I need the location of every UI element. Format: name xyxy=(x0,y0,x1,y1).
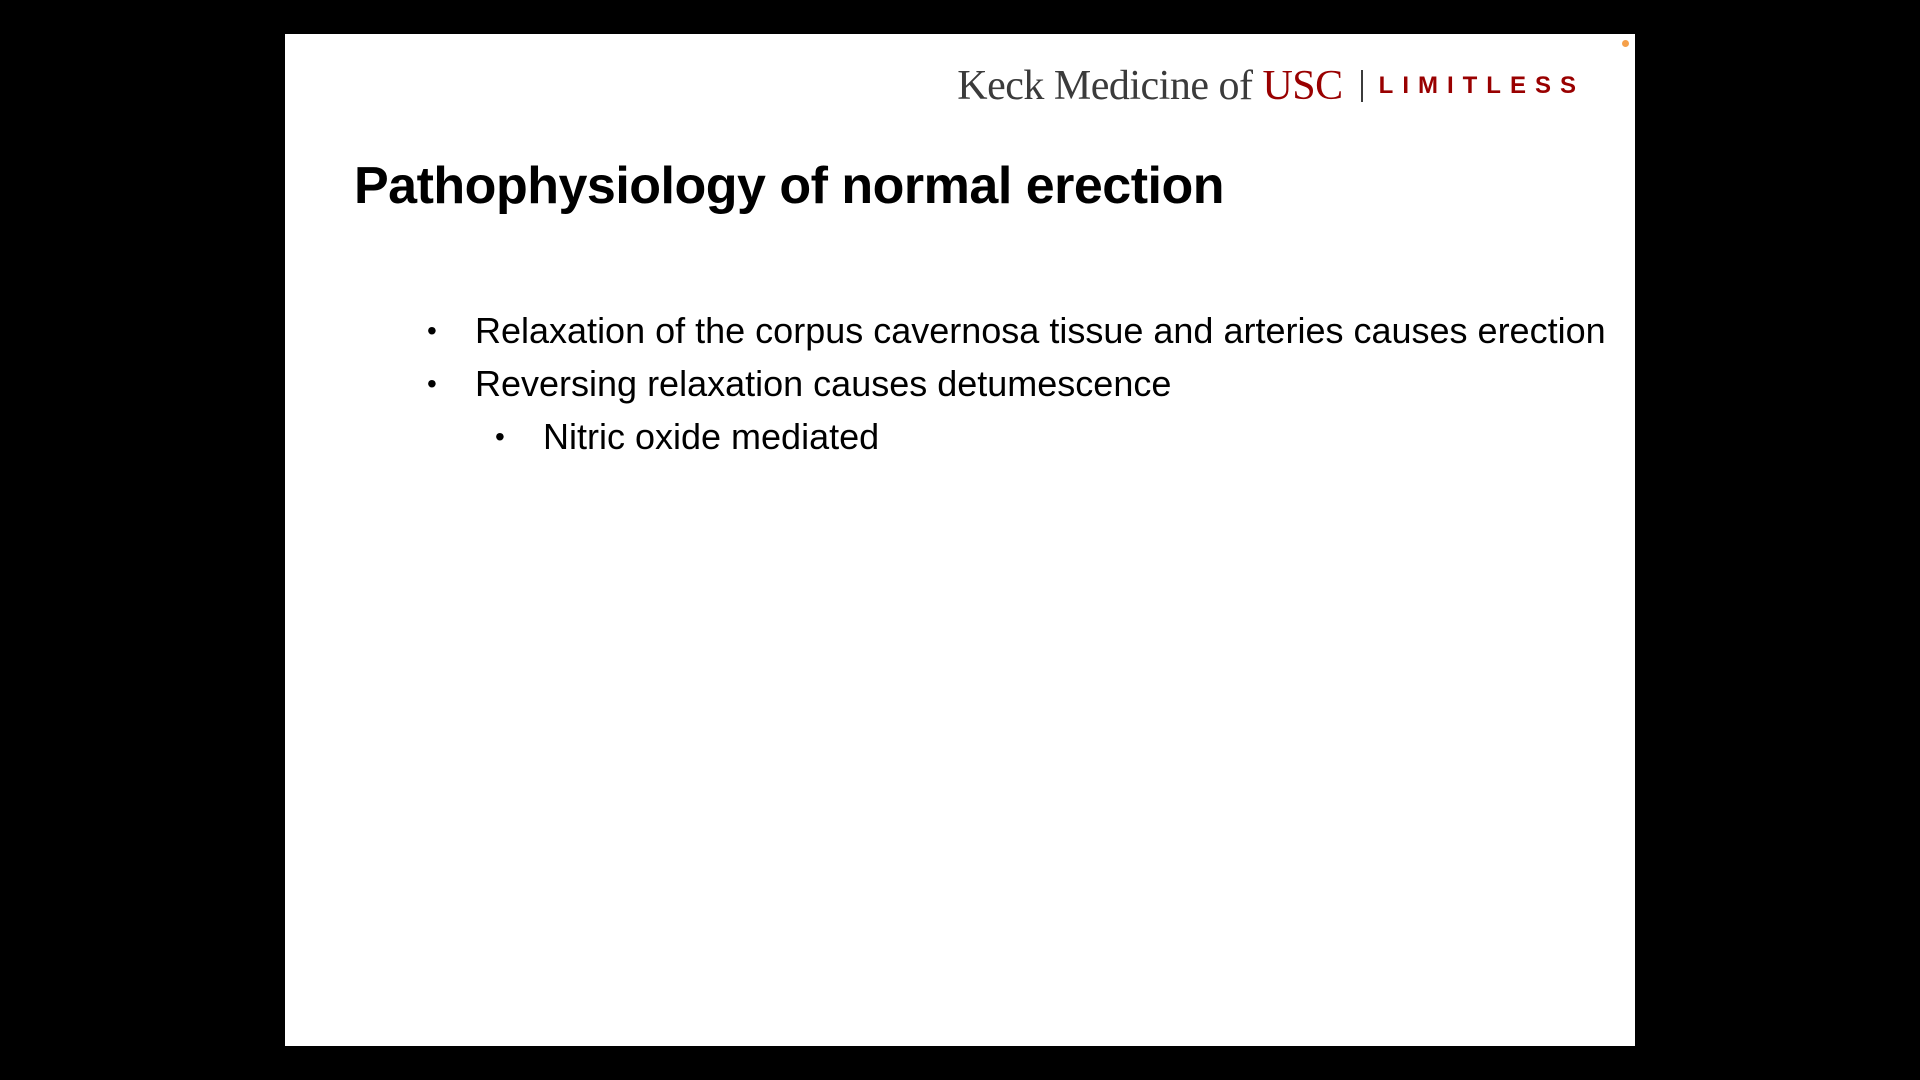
sub-bullet-item xyxy=(487,410,1619,463)
logo-tagline: LIMITLESS xyxy=(1378,72,1585,99)
sub-bullet-text: Nitric oxide mediated xyxy=(543,416,880,457)
bullet-item xyxy=(419,357,1619,410)
slide xyxy=(285,34,1635,1046)
logo-divider xyxy=(1361,70,1363,102)
slide-title: Pathophysiology of normal erection xyxy=(354,157,1224,215)
bullet-marker: • xyxy=(495,421,505,452)
bullet-text: Relaxation of the corpus cavernosa tissue and arteries causes erection xyxy=(475,310,1606,351)
bullet-item xyxy=(419,304,1619,357)
logo-keck-text: Keck Medicine of xyxy=(957,63,1253,109)
pointer-dot xyxy=(1622,40,1629,47)
bullet-marker: • xyxy=(427,315,437,346)
keck-medicine-logo xyxy=(957,62,1585,110)
bullet-text: Reversing relaxation causes detumescence xyxy=(475,363,1172,404)
bullet-marker: • xyxy=(427,368,437,399)
bullet-list xyxy=(419,304,1619,463)
logo-usc-text: USC xyxy=(1262,63,1343,109)
